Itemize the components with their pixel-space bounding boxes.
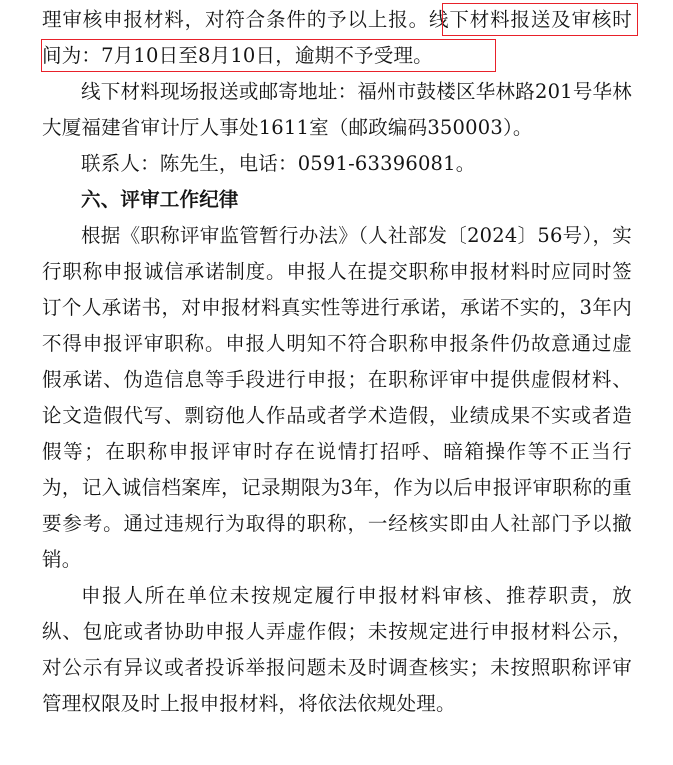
document-body — [42, 2, 632, 722]
paragraph-mailing-address: 线下材料现场报送或邮寄地址：福州市鼓楼区华林路201号华林大厦福建省审计厅人事处1611室（邮政编码350003）。 — [42, 80, 632, 139]
paragraph-integrity-rules: 根据《职称评审监管暂行办法》（人社部发〔2024〕56号），实行职称申报诚信承诺制度。申报人在提交职称申报材料时应同时签订个人承诺书，对申报材料真实性等进行承诺，承诺不实的，3年内不得申报评审职称。申报人明知不符合职称申报条件仍故意通过虚假承诺、伪造信息等手段进行申报；在职称评审中提供虚假材料、论文造假代写、剽窃他人作品或者学术造假，业绩成果不实或者造假等；在职称申报评审时存在说情打招呼、暗箱操作等不正当行为，记入诚信档案库，记录期限为3年，作为以后申报评审职称的重要参考。通过违规行为取得的职称，一经核实即由人社部门予以撤销。 — [42, 224, 632, 571]
paragraph-employer-duties: 申报人所在单位未按规定履行申报材料审核、推荐职责，放纵、包庇或者协助申报人弄虚作假；未按规定进行申报材料公示，对公示有异议或者投诉举报问题未及时调查核实；未按照职称评审管理权限及时上报申报材料，将依法依规处理。 — [42, 584, 632, 715]
paragraph-contact: 联系人：陈先生，电话：0591-63396081。 — [81, 152, 476, 175]
section-heading-six: 六、评审工作纪律 — [81, 188, 239, 211]
paragraph-continuation: 理审核申报材料，对符合条件的予以上报。线下材料报送及审核时间为：7月10日至8月10日，逾期不予受理。 — [42, 8, 632, 67]
